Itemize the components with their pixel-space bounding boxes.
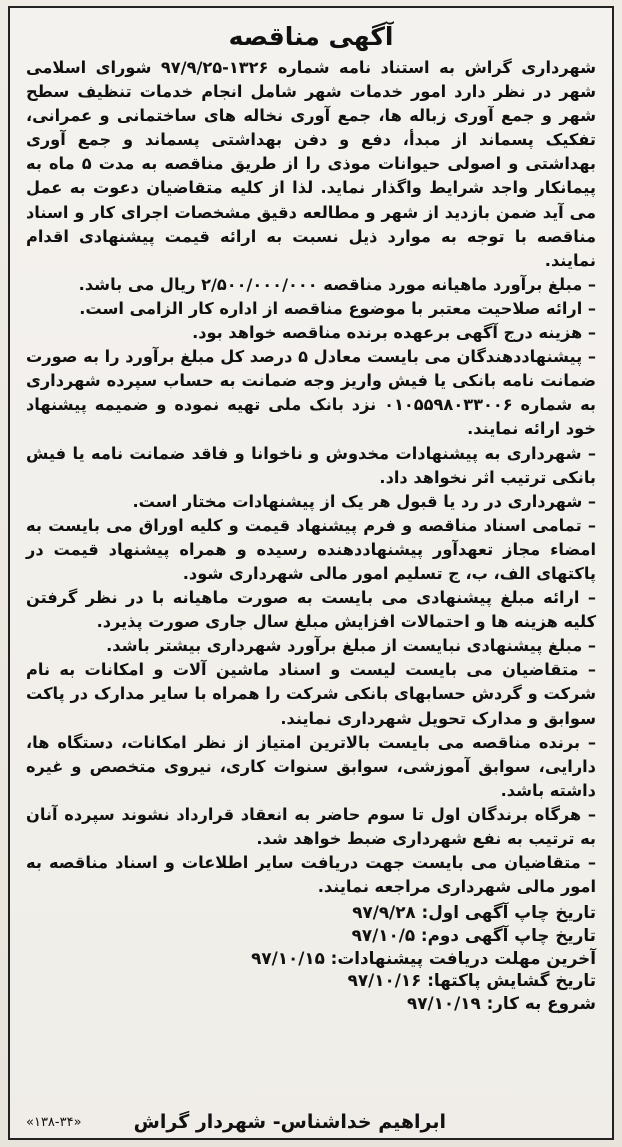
date-value: ۹۷/۹/۲۸ bbox=[352, 902, 416, 923]
date-value: ۹۷/۱۰/۱۹ bbox=[407, 993, 481, 1014]
condition-item: – تمامی اسناد مناقصه و فرم پیشنهاد قیمت و کلیه اوراق می بایست به امضاء مجاز تعهدآور پیشنهاددهنده رسیده و همراه پیشنهاد قیمت در پاکتهای الف، ب، ج تسلیم امور مالی شهرداری شود. bbox=[26, 514, 596, 586]
date-row-opening bbox=[26, 969, 596, 992]
notice-code: «۱۳۸-۳۴» bbox=[26, 1115, 82, 1130]
dates-section bbox=[26, 901, 596, 1015]
date-label: آخرین مهلت دریافت پیشنهادات: bbox=[330, 947, 596, 968]
condition-item: – متقاضیان می بایست لیست و اسناد ماشین آلات و امکانات به نام شرکت و گردش حسابهای بانکی شرکت را همراه با سایر مدارک در پاکت سوابق و مدارک تحویل شهرداری نمایند. bbox=[26, 658, 596, 730]
date-label: تاریخ چاپ آگهی اول: bbox=[421, 902, 596, 923]
notice-intro: شهرداری گراش به استناد نامه شماره ۱۳۲۶-۹۷/۹/۲۵ شورای اسلامی شهر در نظر دارد امور خدمات شهر شامل انجام خدمات تنظیف سطح شهر و جمع آوری زباله ها، جمع آوری نخاله های ساختمانی و عمرانی، تفکیک پسماند از مبدأ، دفع و دفن بهداشتی پسماند و جمع آوری بهداشتی و اصولی حیوانات موذی را از طریق مناقصه به مدت ۵ ماه به پیمانکار واجد شرایط واگذار نماید. لذا از کلیه متقاضیان دعوت به عمل می آید ضمن بازدید از شهر و مطالعه دقیق مشخصات اجرای کار و اسناد مناقصه با توجه به موارد ذیل نسبت به ارائه قیمت پیشنهادی اقدام نمایند. bbox=[26, 58, 596, 270]
condition-item: – هرگاه برندگان اول تا سوم حاضر به انعقاد قرارداد نشوند سپرده آنان به ترتیب به نفع شهرداری ضبط خواهد شد. bbox=[26, 803, 596, 851]
conditions-list bbox=[26, 273, 596, 899]
tender-notice bbox=[8, 6, 614, 1140]
condition-item: – ارائه صلاحیت معتبر با موضوع مناقصه از اداره کار الزامی است. bbox=[26, 297, 596, 321]
condition-item: – شهرداری در رد یا قبول هر یک از پیشنهادات مختار است. bbox=[26, 490, 596, 514]
signature: ابراهیم خداشناس- شهردار گراش bbox=[133, 1111, 446, 1133]
date-row-second-print bbox=[26, 924, 596, 947]
condition-item: – پیشنهاددهندگان می بایست معادل ۵ درصد کل مبلغ برآورد را به صورت ضمانت نامه بانکی یا فیش واریز وجه ضمانت به حساب سپرده شهرداری به شماره ۰۱۰۵۵۹۸۰۳۳۰۰۶ نزد بانک ملی تهیه نموده و ضمیمه پیشنهاد خود ارائه نمایند. bbox=[26, 345, 596, 441]
condition-item: – شهرداری به پیشنهادات مخدوش و ناخوانا و فاقد ضمانت نامه یا فیش بانکی ترتیب اثر نخواهد داد. bbox=[26, 442, 596, 490]
date-row-deadline bbox=[26, 947, 596, 970]
date-value: ۹۷/۱۰/۱۵ bbox=[251, 947, 325, 968]
date-label: شروع به کار: bbox=[486, 993, 596, 1014]
condition-item: – مبلغ پیشنهادی نبایست از مبلغ برآورد شهرداری بیشتر باشد. bbox=[26, 634, 596, 658]
condition-item: – متقاضیان می بایست جهت دریافت سایر اطلاعات و اسناد مناقصه به امور مالی شهرداری مراجعه نمایند. bbox=[26, 851, 596, 899]
notice-footer bbox=[26, 1108, 596, 1136]
date-value: ۹۷/۱۰/۵ bbox=[351, 924, 416, 945]
date-value: ۹۷/۱۰/۱۶ bbox=[347, 970, 422, 991]
condition-item: – برنده مناقصه می بایست بالاترین امتیاز از نظر امکانات، دستگاه ها، دارایی، سوابق آموزشی، سوابق سنوات کاری، نیروی متخصص و غیره داشته باشد. bbox=[26, 731, 596, 803]
date-label: تاریخ گشایش پاکتها: bbox=[427, 970, 596, 991]
condition-item: – هزینه درج آگهی برعهده برنده مناقصه خواهد بود. bbox=[26, 321, 596, 345]
date-row-first-print bbox=[26, 901, 596, 924]
condition-item: – مبلغ برآورد ماهیانه مورد مناقصه ۲/۵۰۰/۰۰۰/۰۰۰ ریال می باشد. bbox=[26, 273, 596, 297]
date-label: تاریخ چاپ آگهی دوم: bbox=[420, 924, 596, 945]
condition-item: – ارائه مبلغ پیشنهادی می بایست به صورت ماهیانه با در نظر گرفتن کلیه هزینه ها و احتمالات افزایش مبلغ سال جاری صورت پذیرد. bbox=[26, 586, 596, 634]
date-row-start bbox=[26, 992, 596, 1015]
notice-headline: آگهی مناقصه bbox=[228, 22, 394, 51]
